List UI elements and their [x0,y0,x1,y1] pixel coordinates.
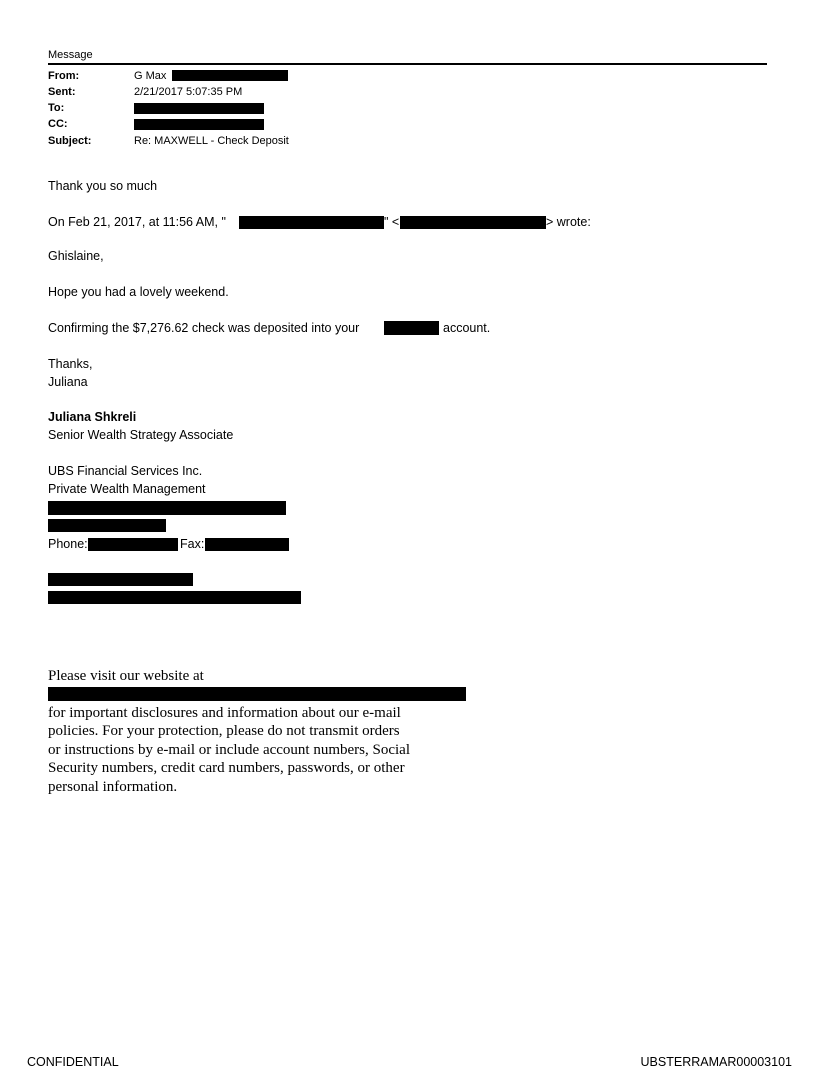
thanks: Thanks, [48,357,93,371]
footer-bates-number: UBSTERRAMAR00003101 [640,1055,792,1069]
body-line-2-before: Confirming the $7,276.62 check was deposited into your [48,321,360,335]
disclaimer-line-3: policies. For your protection, please do not transmit orders [48,723,400,739]
signature-title: Senior Wealth Strategy Associate [48,428,234,442]
reply-text: Thank you so much [48,179,158,193]
disclaimer-line-2: for important disclosures and information about our e-mail [48,705,401,721]
signature-division: Private Wealth Management [48,482,206,496]
cc-label: CC: [48,118,68,130]
redaction-quote-email [400,216,546,229]
from-label: From: [48,70,80,82]
disclaimer-line-4: or instructions by e-mail or include account numbers, Social [48,742,410,758]
from-value: G Max [134,70,167,82]
quote-prefix: On Feb 21, 2017, at 11:56 AM, " [48,215,226,229]
sent-label: Sent: [48,86,76,98]
header-rule [48,63,767,65]
fax-label: Fax: [180,537,205,551]
greeting: Ghislaine, [48,249,104,263]
redaction-phone [88,538,178,551]
sender-first-name: Juliana [48,375,88,389]
footer-confidential: CONFIDENTIAL [27,1055,119,1069]
disclaimer-line-6: personal information. [48,779,178,795]
signature-company: UBS Financial Services Inc. [48,464,203,478]
redaction-to [134,103,264,114]
redaction-email-sig [48,573,193,586]
quote-suffix: > wrote: [546,215,591,229]
disclaimer-line-5: Security numbers, credit card numbers, passwords, or other [48,760,405,776]
subject-value: Re: MAXWELL - Check Deposit [134,135,289,147]
message-label: Message [48,49,93,61]
redaction-account [384,321,439,335]
to-label: To: [48,102,65,114]
body-line-2-after: account. [443,321,491,335]
redaction-address-2 [48,519,166,532]
redaction-url-sig [48,591,301,604]
redaction-fax [205,538,289,551]
signature-name: Juliana Shkreli [48,410,137,424]
redaction-website [48,687,466,701]
redaction-cc [134,119,264,130]
body-line-1: Hope you had a lovely weekend. [48,285,229,299]
quote-mid: " < [384,215,400,229]
redaction-address-1 [48,501,286,515]
subject-label: Subject: [48,135,92,147]
redaction-from-email [172,70,288,81]
sent-value: 2/21/2017 5:07:35 PM [134,86,243,98]
disclaimer-line-1: Please visit our website at [48,668,204,684]
redaction-quote-name [239,216,384,229]
phone-label: Phone: [48,537,88,551]
